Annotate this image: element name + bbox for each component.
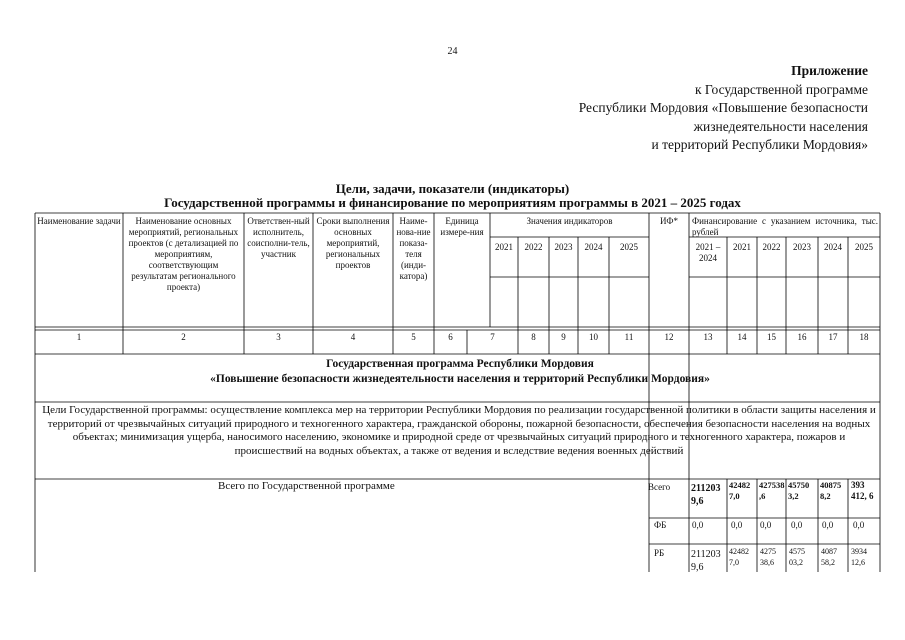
financing-value: 0,0 <box>853 520 865 530</box>
header-deadlines: Сроки выполнения основных мероприятий, региональных проектов <box>316 216 390 270</box>
financing-value: 211203 9,6 <box>691 483 721 507</box>
column-number: 17 <box>828 332 838 342</box>
financing-value: 393 412, 6 <box>851 480 874 501</box>
column-number: 11 <box>624 332 634 342</box>
document-title-line: Цели, задачи, показатели (индикаторы) <box>335 181 570 196</box>
header-unit: Единица измере-ния <box>440 216 484 237</box>
year-indicator: 2021 <box>495 242 513 252</box>
program-goals: Цели Государственной программы: осуществление комплекса мер на территории Республики Мордовия по реализации государственной политики в области защиты населения и территорий от чрезвычайных ситуаций природного и техногенного характера, гражданской обороны, пожарной безопасности, обеспечения безопасности населения на водных объектах; минимизация ущерба, наносимого населению, экономике и природной среде от чрезвычайных ситуаций природного и техногенного характера, пожаров и происшествий на водных объектах, а также от ведения и вследствие ведения военных действий <box>42 404 876 457</box>
appendix-line: Республики Мордовия «Повышение безопасности <box>578 100 868 115</box>
financing-value: 211203 9,6 <box>691 549 721 573</box>
appendix-line: к Государственной программе <box>694 81 868 97</box>
financing-source: Всего <box>648 482 671 492</box>
financing-source: РБ <box>654 548 665 558</box>
year-indicator: 2025 <box>620 242 638 252</box>
program-title <box>40 357 880 387</box>
financing-value: 4275 38,6 <box>760 547 776 567</box>
header-indicator-name: Наиме-нова-ние показа-теля (инди-катора) <box>396 216 431 281</box>
appendix-line: жизнедеятельности населения <box>693 118 868 134</box>
year-indicator: 2024 <box>584 242 603 252</box>
column-number: 5 <box>411 332 416 342</box>
year-financing: 2024 <box>824 242 842 252</box>
column-number: 14 <box>737 332 747 342</box>
financing-source: ФБ <box>654 520 667 530</box>
financing-value: 45750 3,2 <box>788 480 810 501</box>
column-number: 18 <box>859 332 869 342</box>
financing-value: 0,0 <box>692 520 704 530</box>
appendix-title: Приложение <box>791 63 868 78</box>
year-indicator: 2023 <box>554 242 573 252</box>
financing-value: 4087 58,2 <box>821 547 837 567</box>
program-title-line: Государственная программа Республики Мордовия <box>326 358 594 370</box>
column-number: 9 <box>561 332 566 342</box>
column-number: 6 <box>448 332 453 342</box>
header-task-name: Наименование задачи <box>37 216 121 226</box>
column-number: 1 <box>76 332 82 342</box>
total-label: Всего по Государственной программе <box>218 480 395 492</box>
column-number: 7 <box>490 332 495 342</box>
column-number: 13 <box>703 332 713 342</box>
financing-value: 42482 7,0 <box>729 480 751 501</box>
year-financing: 2022 <box>762 242 781 252</box>
header-indicator-values: Значения индикаторов <box>526 216 613 226</box>
header-event-name: Наименование основных мероприятий, региональных проектов (с детализацией по мероприятиям, соответствующим результатам регионального проекта) <box>128 216 239 292</box>
appendix-line: и территорий Республики Мордовия» <box>651 137 868 152</box>
column-number: 12 <box>664 332 674 342</box>
year-indicator: 2022 <box>524 242 543 252</box>
year-financing: 2021 <box>733 242 751 252</box>
header-funding-source: ИФ* <box>659 216 679 226</box>
column-number: 3 <box>276 332 281 342</box>
financing-value: 0,0 <box>822 520 834 530</box>
financing-value: 0,0 <box>791 520 803 530</box>
header-financing: Финансирование с указанием источника, тыс. рублей <box>692 216 878 237</box>
column-number: 8 <box>531 332 536 342</box>
financing-value: 3934 12,6 <box>851 547 867 567</box>
financing-value: 4575 03,2 <box>789 547 805 567</box>
column-number: 10 <box>589 332 598 342</box>
financing-value: 0,0 <box>760 520 772 530</box>
document-title-line: Государственной программы и финансирование по мероприятиям программы в 2021 – 2025 годах <box>164 195 741 210</box>
column-number: 16 <box>797 332 807 342</box>
header-responsible: Ответствен-ный исполнитель, соисполни-тель, участник <box>247 216 310 259</box>
column-number: 4 <box>350 332 356 342</box>
financing-value: 0,0 <box>731 520 743 530</box>
column-number: 2 <box>181 332 186 342</box>
program-title-line: «Повышение безопасности жизнедеятельности населения и территорий Республики Мордовия» <box>210 373 710 385</box>
year-financing: 2025 <box>855 242 873 252</box>
financing-value: 42482 7,0 <box>729 547 749 567</box>
financing-value: 427538 ,6 <box>759 480 785 501</box>
year-financing: 2021 – 2024 <box>695 242 721 263</box>
financing-value: 40875 8,2 <box>820 480 842 501</box>
column-number: 15 <box>767 332 776 342</box>
page-number: 24 <box>447 46 458 57</box>
year-financing: 2023 <box>793 242 811 252</box>
